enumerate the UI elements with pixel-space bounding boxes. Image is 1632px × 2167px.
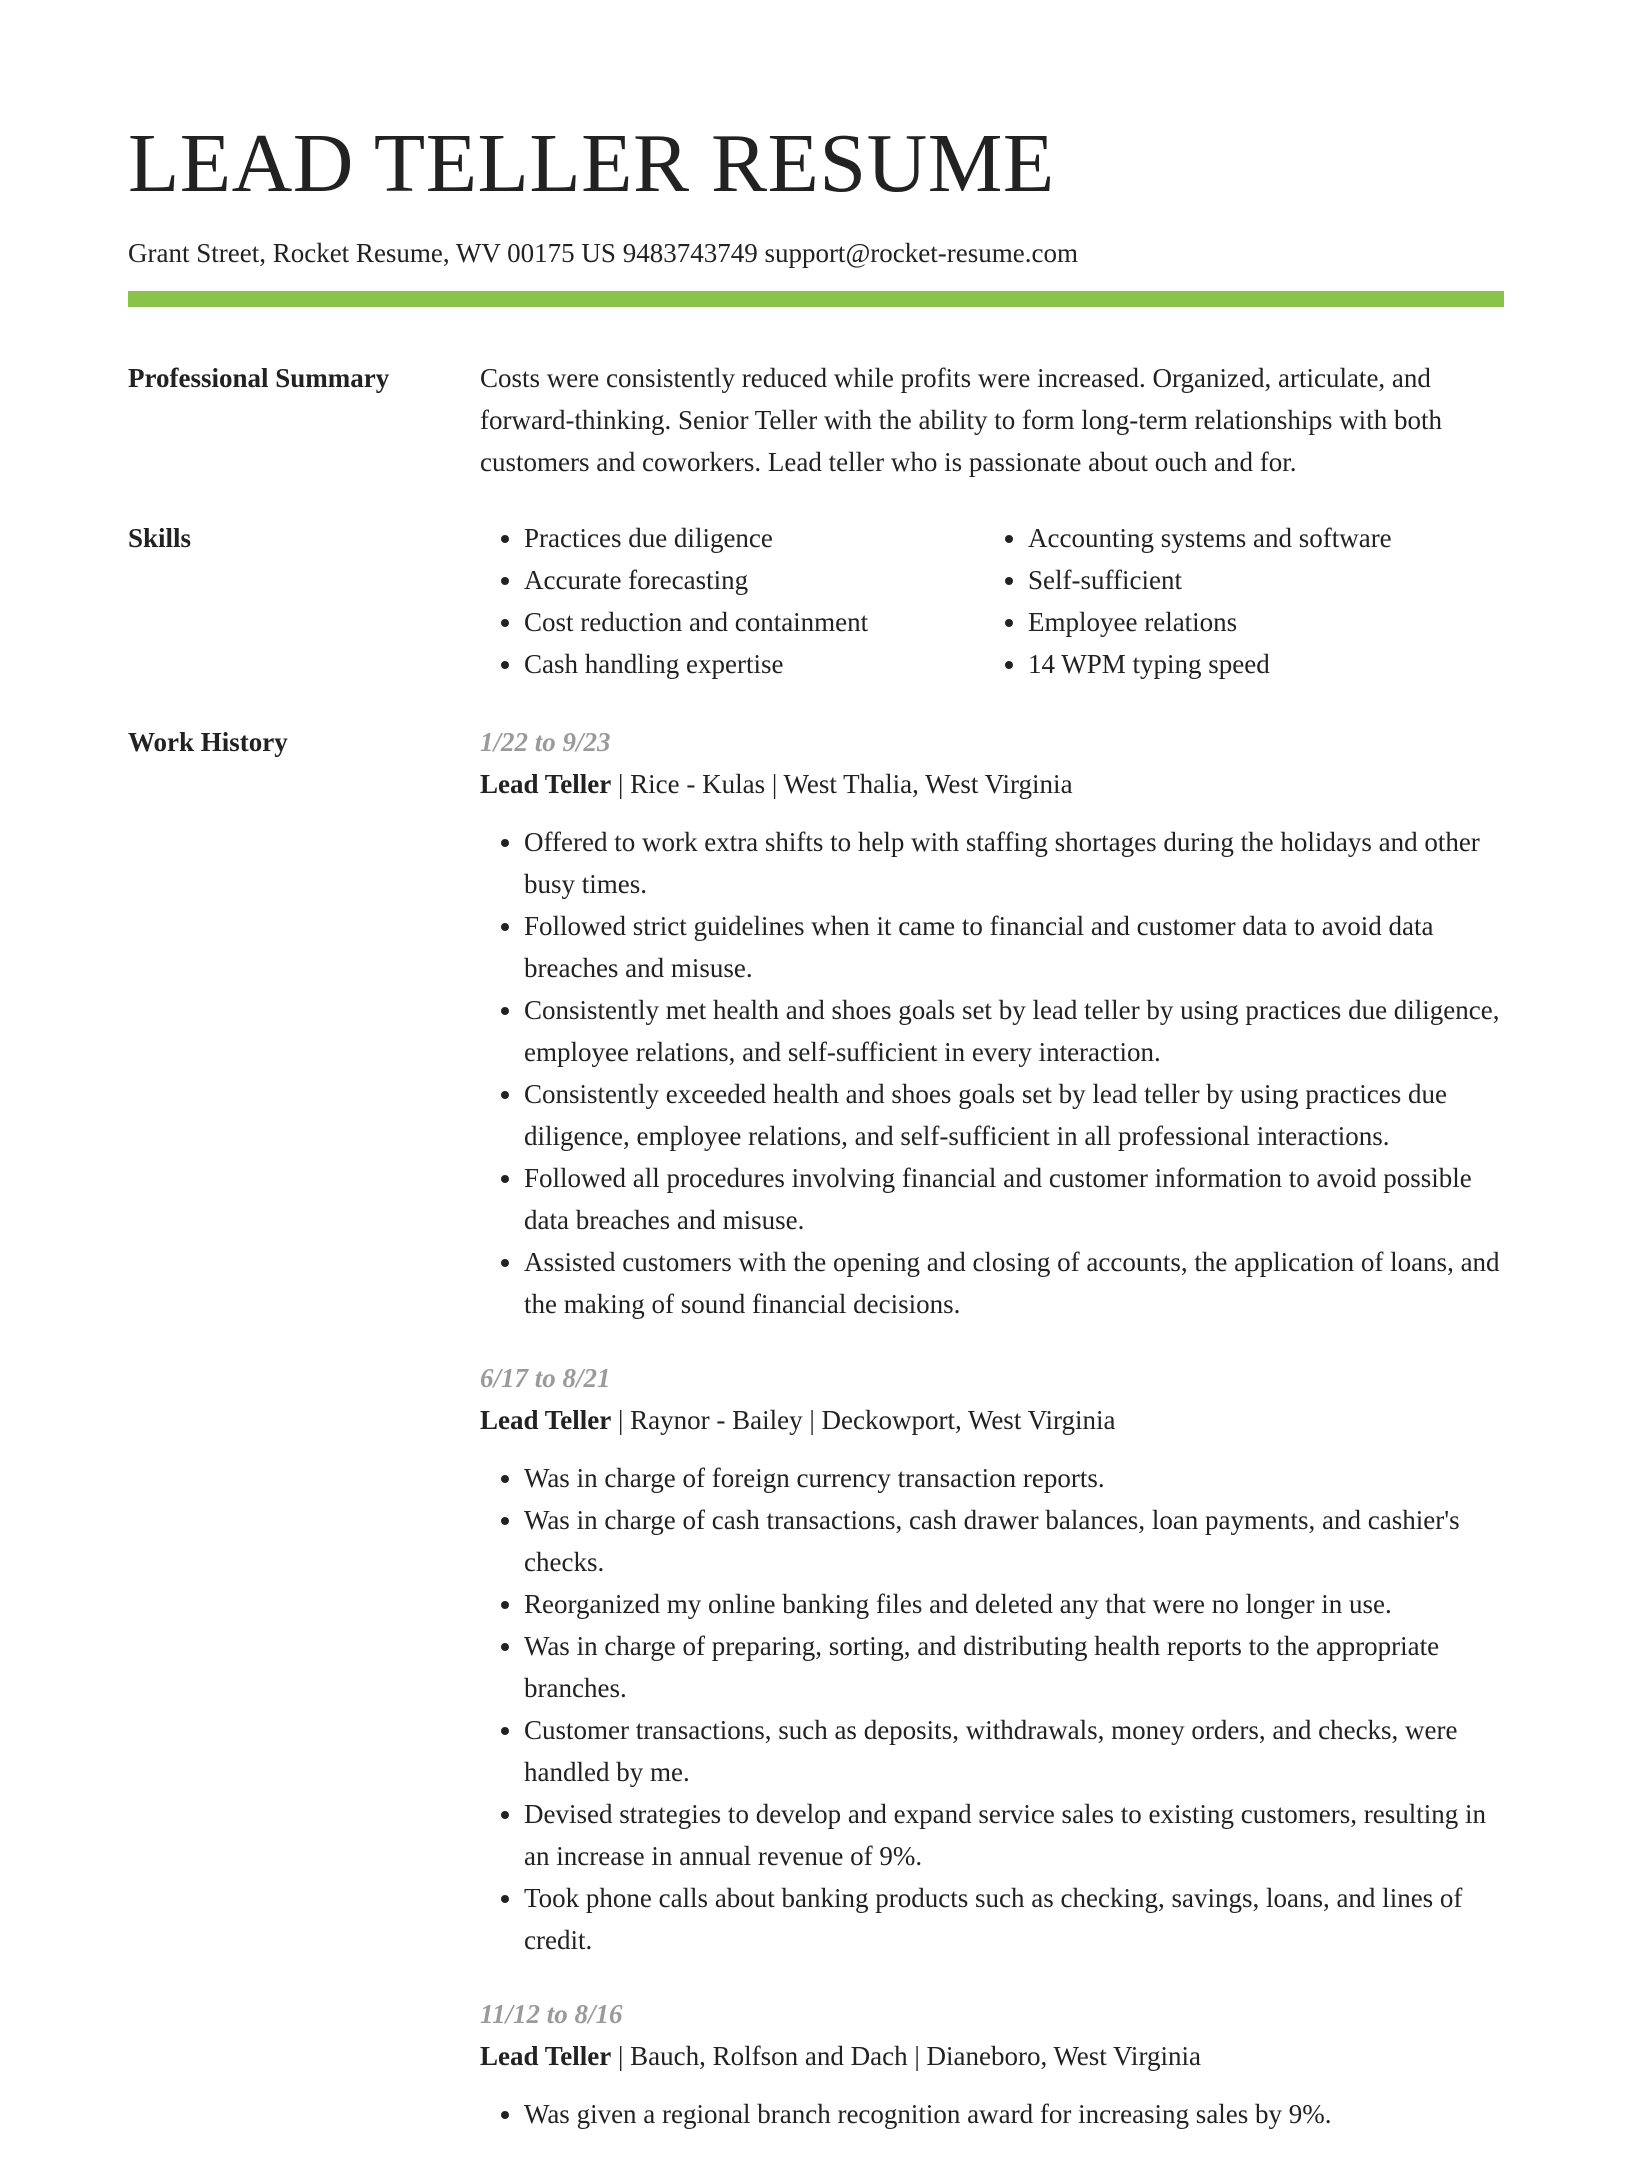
job-duty: • Consistently met health and shoes goals set by lead teller by using practices due diligence, employee relations, and self-sufficient in every interaction.	[524, 989, 1504, 1073]
header-divider	[128, 291, 1504, 307]
skill-item: • Cash handling expertise	[524, 643, 984, 685]
job-duty: • Consistently exceeded health and shoes goals set by lead teller by using practices due diligence, employee relations, and self-sufficient in all professional interactions.	[524, 1073, 1504, 1157]
job-duties	[480, 821, 1504, 1325]
skill-item: • Employee relations	[1028, 601, 1488, 643]
work-history-section	[128, 721, 1504, 2167]
job-duty: • Followed strict guidelines when it came to financial and customer data to avoid data breaches and misuse.	[524, 905, 1504, 989]
job-entry	[480, 1357, 1504, 1961]
skill-item: • Cost reduction and containment	[524, 601, 984, 643]
job-duties	[480, 2093, 1504, 2135]
job-employer-location: | Bauch, Rolfson and Dach | Dianeboro, West Virginia	[611, 2041, 1201, 2072]
job-title: Lead Teller	[480, 1405, 612, 1436]
job-duty: • Was in charge of foreign currency transaction reports.	[524, 1457, 1504, 1499]
job-heading	[480, 763, 1504, 805]
job-dates: 11/12 to 8/16	[480, 1999, 623, 2030]
professional-summary-section	[128, 357, 1504, 483]
skill-item: • Self-sufficient	[1028, 559, 1488, 601]
section-label-summary: Professional Summary	[128, 363, 390, 394]
job-duties	[480, 1457, 1504, 1961]
work-history-list	[480, 721, 1504, 2167]
resume-title: LEAD TELLER RESUME	[128, 117, 1055, 210]
section-label-skills: Skills	[128, 523, 192, 554]
job-duty: • Assisted customers with the opening and closing of accounts, the application of loans, and the making of sound financial decisions.	[524, 1241, 1504, 1325]
job-duty: • Took phone calls about banking products such as checking, savings, loans, and lines of credit.	[524, 1877, 1504, 1961]
job-duty: • Offered to work extra shifts to help with staffing shortages during the holidays and other busy times.	[524, 821, 1504, 905]
job-dates: 1/22 to 9/23	[480, 727, 611, 758]
job-duty: • Was in charge of preparing, sorting, and distributing health reports to the appropriate branches.	[524, 1625, 1504, 1709]
contact-line: Grant Street, Rocket Resume, WV 00175 US 9483743749 support@rocket-resume.com	[128, 238, 1078, 269]
job-title: Lead Teller	[480, 769, 612, 800]
job-duty: • Was given a regional branch recognition award for increasing sales by 9%.	[524, 2093, 1504, 2135]
job-duty: • Customer transactions, such as deposits, withdrawals, money orders, and checks, were handled by me.	[524, 1709, 1504, 1793]
job-employer-location: | Raynor - Bailey | Deckowport, West Virginia	[611, 1405, 1116, 1436]
job-duty: • Devised strategies to develop and expand service sales to existing customers, resulting in an increase in annual revenue of 9%.	[524, 1793, 1504, 1877]
resume-page	[128, 118, 1504, 2167]
job-entry	[480, 721, 1504, 1325]
skills-column-2	[984, 517, 1488, 685]
job-heading	[480, 2035, 1504, 2077]
job-title: Lead Teller	[480, 2041, 612, 2072]
job-heading	[480, 1399, 1504, 1441]
skill-item: • Accounting systems and software	[1028, 517, 1488, 559]
job-duty: • Was in charge of cash transactions, cash drawer balances, loan payments, and cashier's checks.	[524, 1499, 1504, 1583]
skill-item: • Accurate forecasting	[524, 559, 984, 601]
job-dates: 6/17 to 8/21	[480, 1363, 611, 1394]
section-label-work-history: Work History	[128, 727, 288, 758]
job-duty: • Followed all procedures involving financial and customer information to avoid possible data breaches and misuse.	[524, 1157, 1504, 1241]
job-entry	[480, 1993, 1504, 2135]
skills-list	[480, 517, 1504, 685]
job-employer-location: | Rice - Kulas | West Thalia, West Virginia	[611, 769, 1073, 800]
skills-column-1	[480, 517, 984, 685]
skills-section	[128, 517, 1504, 685]
skill-item: • Practices due diligence	[524, 517, 984, 559]
job-duty: • Reorganized my online banking files and deleted any that were no longer in use.	[524, 1583, 1504, 1625]
summary-text: Costs were consistently reduced while profits were increased. Organized, articulate, and forward-thinking. Senior Teller with the ability to form long-term relationships with both customers and coworkers. Lead teller who is passionate about ouch and for.	[480, 363, 1442, 478]
skill-item: • 14 WPM typing speed	[1028, 643, 1488, 685]
